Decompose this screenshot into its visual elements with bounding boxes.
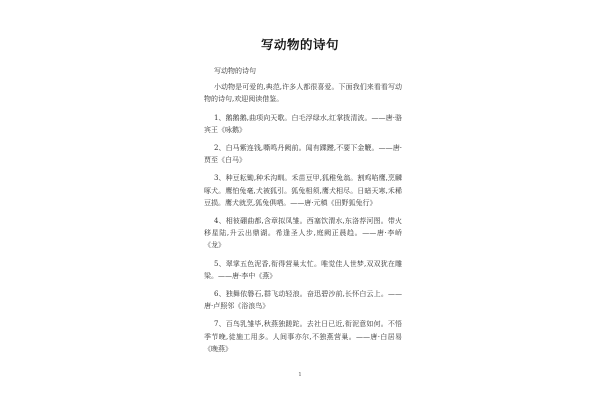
poem-paragraph-7: 7、百鸟乳雏毕,秋燕独蹉跎。去社日已近,衔泥意如何。不悟季节晚,徒施工用多。人间事亦尔,不独燕营巢。——唐·白居易《晚燕》 <box>204 320 402 353</box>
poem-paragraph-3: 3、种豆耘锄,种禾沟甽。禾苗豆甲,狐稚兔翁。割鸡啗鹰,烹麟啄犬。鹰怕兔毫,犬被狐引。狐兔相须,鹰犬相尽。日暗天寒,禾稀豆损。鹰犬就烹,狐兔俱哂。——唐·元稹《田野狐兔行》 <box>204 174 402 207</box>
intro-paragraph: 小动物是可爱的,典范,许多人都很喜爱。下面我们来看看写动物的诗句,欢迎阅读借鉴。 <box>204 83 402 104</box>
poem-paragraph-2: 2、白马紫连钱,嘶鸣丹阙前。闻有蹀躞,不要下金鞭。——唐·贾至《白马》 <box>204 144 402 165</box>
poem-paragraph-1: 1、鹅鹅鹅,曲项向天歌。白毛浮绿水,红掌拨清波。——唐·骆宾王《咏鹅》 <box>204 113 402 134</box>
section-subtitle: 写动物的诗句 <box>214 67 256 75</box>
document-title: 写动物的诗句 <box>260 37 339 52</box>
poem-paragraph-6: 6、独舞依磐石,群飞动轻浪。奋迅碧沙前,长怀白云上。——唐·卢照邻《浴浪鸟》 <box>204 290 402 311</box>
document-body <box>204 65 402 361</box>
page-number: 1 <box>298 372 302 378</box>
poem-paragraph-4: 4、相彼硼曲都,含章拟凤雏。西塞饮渭水,东洛荐河图。带火移星陆,升云出鼎湖。希逢圣人步,庭阙正晨趋。——唐·李峤《龙》 <box>204 217 402 250</box>
poem-paragraph-5: 5、翠掌五色泥香,衔得营巢太忙。唯觉佳人世梦,双双犹在雕梁。——唐·李中《燕》 <box>204 259 402 280</box>
